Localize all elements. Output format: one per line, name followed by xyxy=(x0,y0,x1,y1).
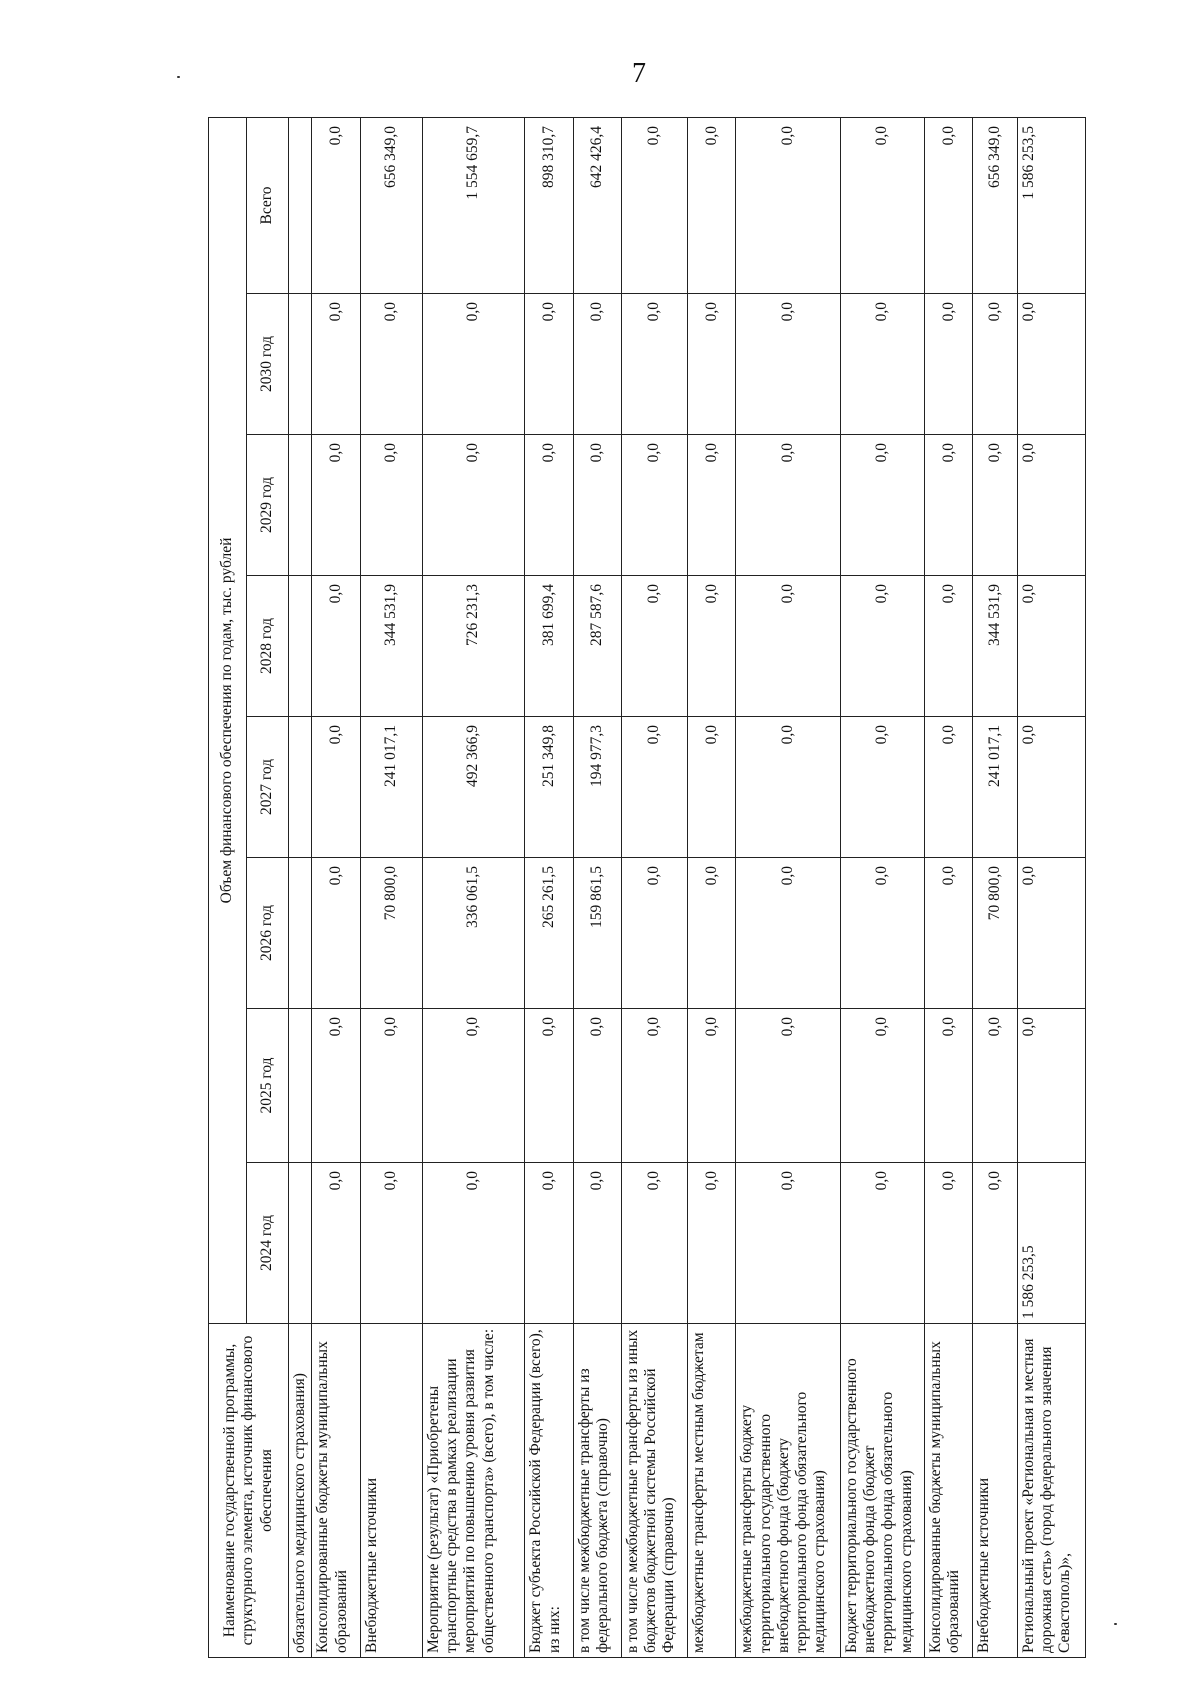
row-name: межбюджетные трансферты бюджету территориального государственного внебюджетного фонда (бюджету территориального фонда обязательного медицинского страхования) xyxy=(736,1324,840,1658)
row-value: 0,0 xyxy=(621,717,687,858)
row-value: 0,0 xyxy=(621,858,687,1009)
row-name: Консолидированные бюджеты муниципальных образований xyxy=(925,1324,973,1658)
row-value: 0,0 xyxy=(312,858,360,1009)
row-value: 1 554 659,7 xyxy=(422,118,524,294)
row-value: 0,0 xyxy=(621,118,687,294)
row-value: 344 531,9 xyxy=(360,576,422,717)
row-value: 0,0 xyxy=(422,1163,524,1324)
row-value: 0,0 xyxy=(840,294,924,435)
row-value: 0,0 xyxy=(621,1009,687,1163)
row-name: Бюджет территориального государственного внебюджетного фонда (бюджет территориального фонда обязательного медицинского страхования) xyxy=(840,1324,924,1658)
row-value: 0,0 xyxy=(422,435,524,576)
table-row xyxy=(422,118,524,1658)
row-value: 0,0 xyxy=(736,717,840,858)
table-row xyxy=(525,118,573,1658)
row-name: в том числе межбюджетные трансферты из иных бюджетов бюджетной системы Российской Федерации (справочно) xyxy=(621,1324,687,1658)
row-value: 0,0 xyxy=(736,294,840,435)
scan-speck xyxy=(177,76,180,78)
row-value: 0,0 xyxy=(973,435,1017,576)
row-value: 0,0 xyxy=(525,1163,573,1324)
row-value: 0,0 xyxy=(1017,717,1085,858)
row-value: 0,0 xyxy=(840,717,924,858)
row-value: 241 017,1 xyxy=(360,717,422,858)
row-value: 0,0 xyxy=(973,294,1017,435)
row-value: 0,0 xyxy=(736,118,840,294)
row-value: 0,0 xyxy=(312,576,360,717)
row-value xyxy=(289,717,312,858)
row-value: 1 586 253,5 xyxy=(1017,118,1085,294)
row-value: 0,0 xyxy=(688,1009,736,1163)
page-number: 7 xyxy=(632,58,646,89)
row-value: 0,0 xyxy=(360,294,422,435)
row-value: 0,0 xyxy=(1017,1009,1085,1163)
table-row xyxy=(840,118,924,1658)
row-value: 0,0 xyxy=(925,118,973,294)
row-value: 0,0 xyxy=(422,1009,524,1163)
row-value: 0,0 xyxy=(840,858,924,1009)
row-value: 0,0 xyxy=(312,294,360,435)
row-value: 0,0 xyxy=(736,435,840,576)
row-value: 0,0 xyxy=(925,576,973,717)
row-value: 0,0 xyxy=(688,858,736,1009)
row-value: 0,0 xyxy=(360,1163,422,1324)
row-value xyxy=(289,118,312,294)
row-value: 70 800,0 xyxy=(360,858,422,1009)
row-value: 251 349,8 xyxy=(525,717,573,858)
row-name: Региональный проект «Региональная и местная дорожная сеть» (город федерального значения Севастополь)», xyxy=(1017,1324,1085,1658)
row-value: 0,0 xyxy=(688,576,736,717)
row-value: 336 061,5 xyxy=(422,858,524,1009)
scan-speck xyxy=(1114,1623,1117,1625)
row-name: Мероприятие (результат) «Приобретены транспортные средства в рамках реализации мероприятий по повышению уровня развития общественного транспорта» (всего), в том числе: xyxy=(422,1324,524,1658)
row-value: 70 800,0 xyxy=(973,858,1017,1009)
row-value: 656 349,0 xyxy=(360,118,422,294)
table-row xyxy=(621,118,687,1658)
table-row xyxy=(573,118,621,1658)
row-value: 0,0 xyxy=(736,858,840,1009)
row-value: 0,0 xyxy=(360,1009,422,1163)
table-row xyxy=(925,118,973,1658)
row-value: 0,0 xyxy=(925,1163,973,1324)
row-value: 0,0 xyxy=(525,435,573,576)
table-row xyxy=(973,118,1017,1658)
row-value: 0,0 xyxy=(840,435,924,576)
header-year-2026: 2026 год xyxy=(247,858,289,1009)
table-row xyxy=(736,118,840,1658)
row-value: 0,0 xyxy=(925,858,973,1009)
row-value: 194 977,3 xyxy=(573,717,621,858)
header-year-2024: 2024 год xyxy=(247,1163,289,1324)
header-year-2029: 2029 год xyxy=(247,435,289,576)
row-name: в том числе межбюджетные трансферты из федерального бюджета (справочно) xyxy=(573,1324,621,1658)
row-value: 0,0 xyxy=(312,435,360,576)
row-value xyxy=(289,1009,312,1163)
header-year-2028: 2028 год xyxy=(247,576,289,717)
header-year-2025: 2025 год xyxy=(247,1009,289,1163)
rotated-financing-table xyxy=(208,118,1086,1658)
row-value: 0,0 xyxy=(688,435,736,576)
row-value: 642 426,4 xyxy=(573,118,621,294)
row-value xyxy=(289,1163,312,1324)
table-row xyxy=(360,118,422,1658)
row-value: 0,0 xyxy=(312,1163,360,1324)
row-value: 0,0 xyxy=(840,1009,924,1163)
header-year-2030: 2030 год xyxy=(247,294,289,435)
row-value: 0,0 xyxy=(621,1163,687,1324)
row-value: 492 366,9 xyxy=(422,717,524,858)
header-total: Всего xyxy=(247,118,289,294)
row-value: 0,0 xyxy=(360,435,422,576)
row-value: 0,0 xyxy=(840,1163,924,1324)
row-value: 0,0 xyxy=(621,435,687,576)
row-value: 0,0 xyxy=(925,717,973,858)
row-value: 0,0 xyxy=(573,435,621,576)
row-value: 0,0 xyxy=(573,1163,621,1324)
row-value: 726 231,3 xyxy=(422,576,524,717)
row-value: 898 310,7 xyxy=(525,118,573,294)
row-value: 287 587,6 xyxy=(573,576,621,717)
row-value xyxy=(289,576,312,717)
row-value: 0,0 xyxy=(973,1163,1017,1324)
table-row xyxy=(289,118,312,1658)
row-value: 1 586 253,5 xyxy=(1017,1163,1085,1324)
row-value: 0,0 xyxy=(525,294,573,435)
row-value: 0,0 xyxy=(1017,294,1085,435)
row-value: 0,0 xyxy=(422,294,524,435)
row-value: 0,0 xyxy=(840,118,924,294)
row-value: 241 017,1 xyxy=(973,717,1017,858)
row-value: 0,0 xyxy=(1017,576,1085,717)
row-name: Бюджет субъекта Российской Федерации (всего), из них: xyxy=(525,1324,573,1658)
table-row xyxy=(312,118,360,1658)
row-value xyxy=(289,435,312,576)
row-value: 0,0 xyxy=(736,1009,840,1163)
row-value xyxy=(289,294,312,435)
row-name: Внебюджетные источники xyxy=(973,1324,1017,1658)
row-value: 265 261,5 xyxy=(525,858,573,1009)
row-name: Консолидированные бюджеты муниципальных образований xyxy=(312,1324,360,1658)
table-row xyxy=(688,118,736,1658)
row-value: 0,0 xyxy=(312,717,360,858)
row-value: 0,0 xyxy=(312,1009,360,1163)
row-value: 0,0 xyxy=(525,1009,573,1163)
row-name: обязательного медицинского страхования) xyxy=(289,1324,312,1658)
row-value: 0,0 xyxy=(925,435,973,576)
header-name-column: Наименование государственной программы, структурного элемента, источник финансового обеспечения xyxy=(209,1324,289,1658)
row-value: 0,0 xyxy=(688,1163,736,1324)
table-row xyxy=(1017,118,1085,1658)
row-value: 0,0 xyxy=(621,576,687,717)
header-year-2027: 2027 год xyxy=(247,717,289,858)
row-value: 0,0 xyxy=(1017,858,1085,1009)
row-value: 381 699,4 xyxy=(525,576,573,717)
row-value: 0,0 xyxy=(840,576,924,717)
row-value: 159 861,5 xyxy=(573,858,621,1009)
row-value: 0,0 xyxy=(312,118,360,294)
row-value: 0,0 xyxy=(621,294,687,435)
row-value: 0,0 xyxy=(573,1009,621,1163)
row-value xyxy=(289,858,312,1009)
row-value: 0,0 xyxy=(736,576,840,717)
row-value: 0,0 xyxy=(1017,435,1085,576)
header-volume-group: Объем финансового обеспечения по годам, тыс. рублей xyxy=(209,118,247,1324)
row-value: 0,0 xyxy=(688,118,736,294)
row-value: 0,0 xyxy=(925,294,973,435)
row-value: 0,0 xyxy=(736,1163,840,1324)
row-value: 0,0 xyxy=(973,1009,1017,1163)
row-value: 0,0 xyxy=(573,294,621,435)
row-value: 0,0 xyxy=(925,1009,973,1163)
row-name: Внебюджетные источники xyxy=(360,1324,422,1658)
row-value: 344 531,9 xyxy=(973,576,1017,717)
row-name: межбюджетные трансферты местным бюджетам xyxy=(688,1324,736,1658)
row-value: 656 349,0 xyxy=(973,118,1017,294)
row-value: 0,0 xyxy=(688,294,736,435)
financing-table xyxy=(208,117,1086,1658)
row-value: 0,0 xyxy=(688,717,736,858)
